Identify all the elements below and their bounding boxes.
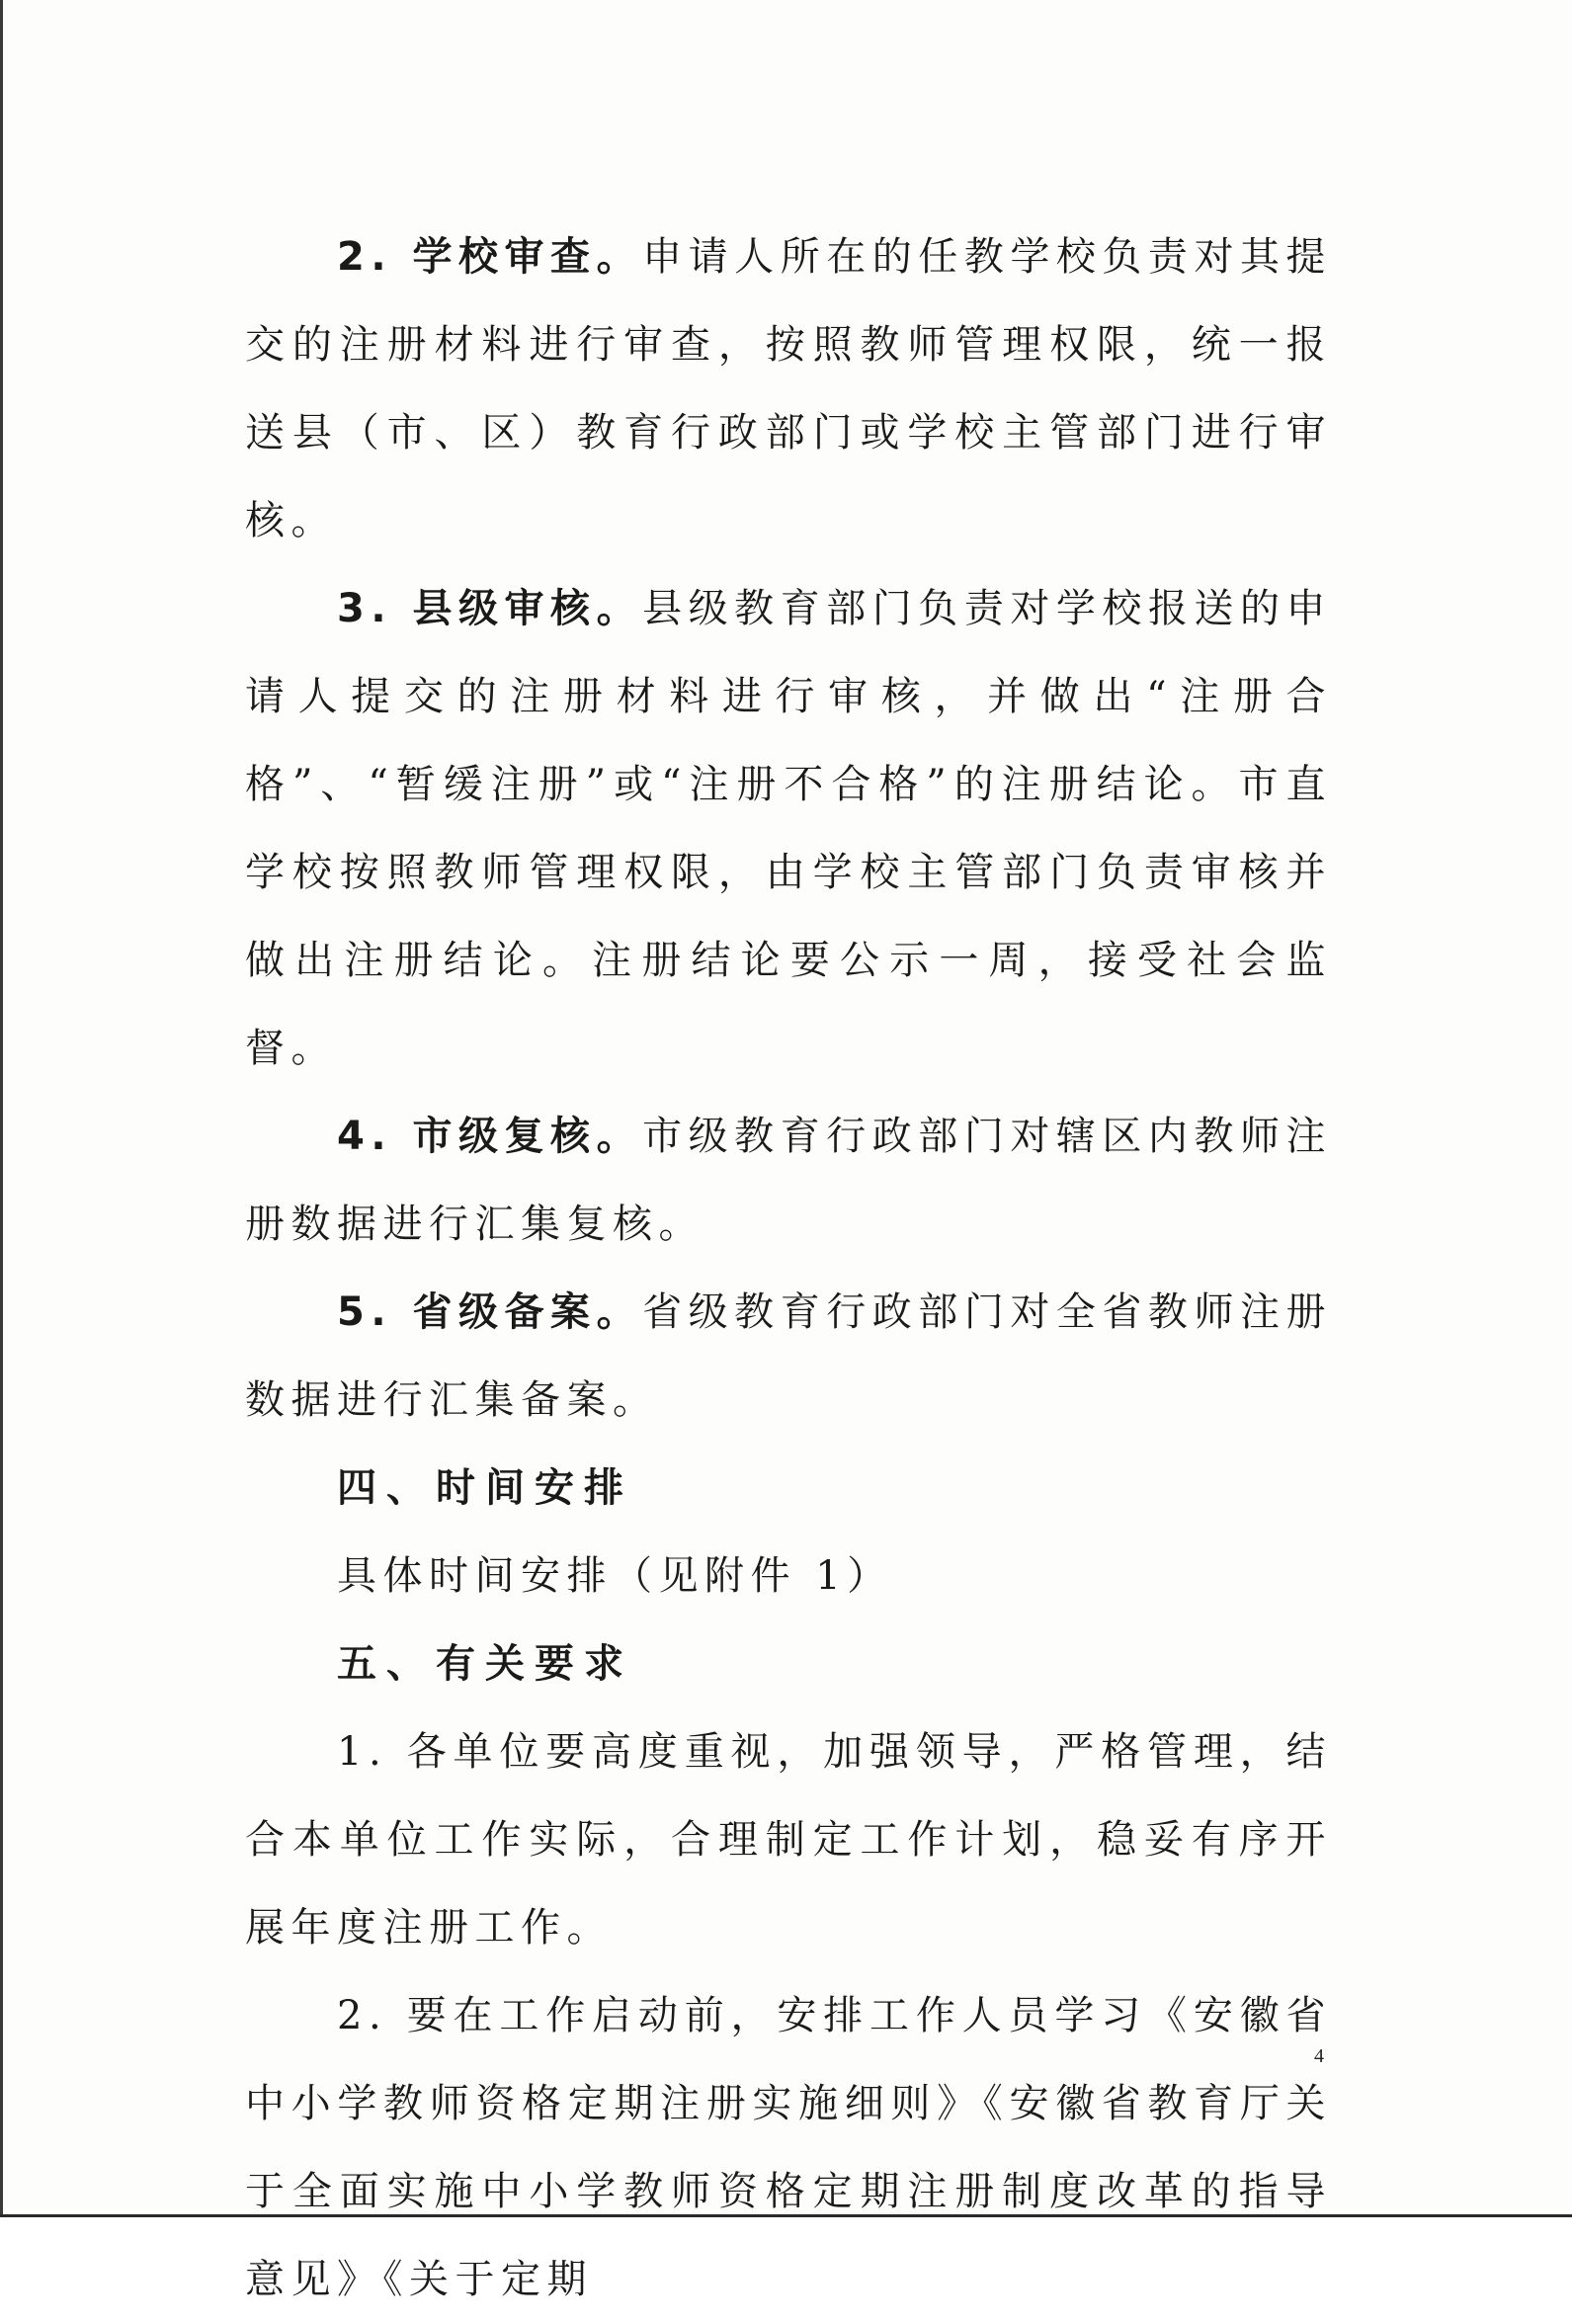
paragraph-lead: 3. 县级审核。 — [337, 586, 643, 631]
paragraph-text: 1. 各单位要高度重视，加强领导，严格管理，结合本单位工作实际，合理制定工作计划，稳妥有序开展年度注册工作。 — [245, 1729, 1332, 1950]
paragraph-text: 具体时间安排（见附件 1） — [337, 1553, 893, 1599]
paragraph-school-review — [245, 213, 1332, 565]
paragraph-lead: 5. 省级备案。 — [337, 1289, 643, 1335]
paragraph-county-review — [245, 565, 1332, 1093]
paragraph-text: 市级教育行政部门对辖区内教师注册数据进行汇集复核。 — [245, 1114, 1333, 1247]
scan-edge-left — [0, 0, 3, 2217]
paragraph-requirement-2 — [245, 1972, 1332, 2324]
paragraph-lead: 2. 学校审查。 — [337, 234, 643, 280]
page-number: 4 — [1314, 2045, 1324, 2067]
paragraph-lead: 4. 市级复核。 — [337, 1114, 643, 1159]
paragraph-text: 申请人所在的任教学校负责对其提交的注册材料进行审查，按照教师管理权限，统一报送县（市、区）教育行政部门或学校主管部门进行审核。 — [245, 234, 1333, 543]
paragraph-schedule — [245, 1533, 1332, 1620]
document-body — [245, 213, 1332, 2324]
paragraph-text: 2. 要在工作启动前，安排工作人员学习《安徽省中小学教师资格定期注册实施细则》《安徽省教育厅关于全面实施中小学教师资格定期注册制度改革的指导意见》《关于定期 — [245, 1993, 1332, 2302]
paragraph-requirement-1 — [245, 1708, 1332, 1972]
section-heading-requirements: 五、有关要求 — [337, 1641, 633, 1687]
paragraph-text: 省级教育行政部门对全省教师注册数据进行汇集备案。 — [245, 1289, 1333, 1423]
paragraph-city-recheck — [245, 1093, 1332, 1269]
paragraph-province-filing — [245, 1269, 1332, 1445]
paragraph-text: 县级教育部门负责对学校报送的申请人提交的注册材料进行审核，并做出“注册合格”、“暂缓注册”或“注册不合格”的注册结论。市直学校按照教师管理权限，由学校主管部门负责审核并做出注册结论。注册结论要公示一周，接受社会监督。 — [245, 586, 1333, 1071]
section-heading-schedule: 四、时间安排 — [337, 1465, 633, 1511]
